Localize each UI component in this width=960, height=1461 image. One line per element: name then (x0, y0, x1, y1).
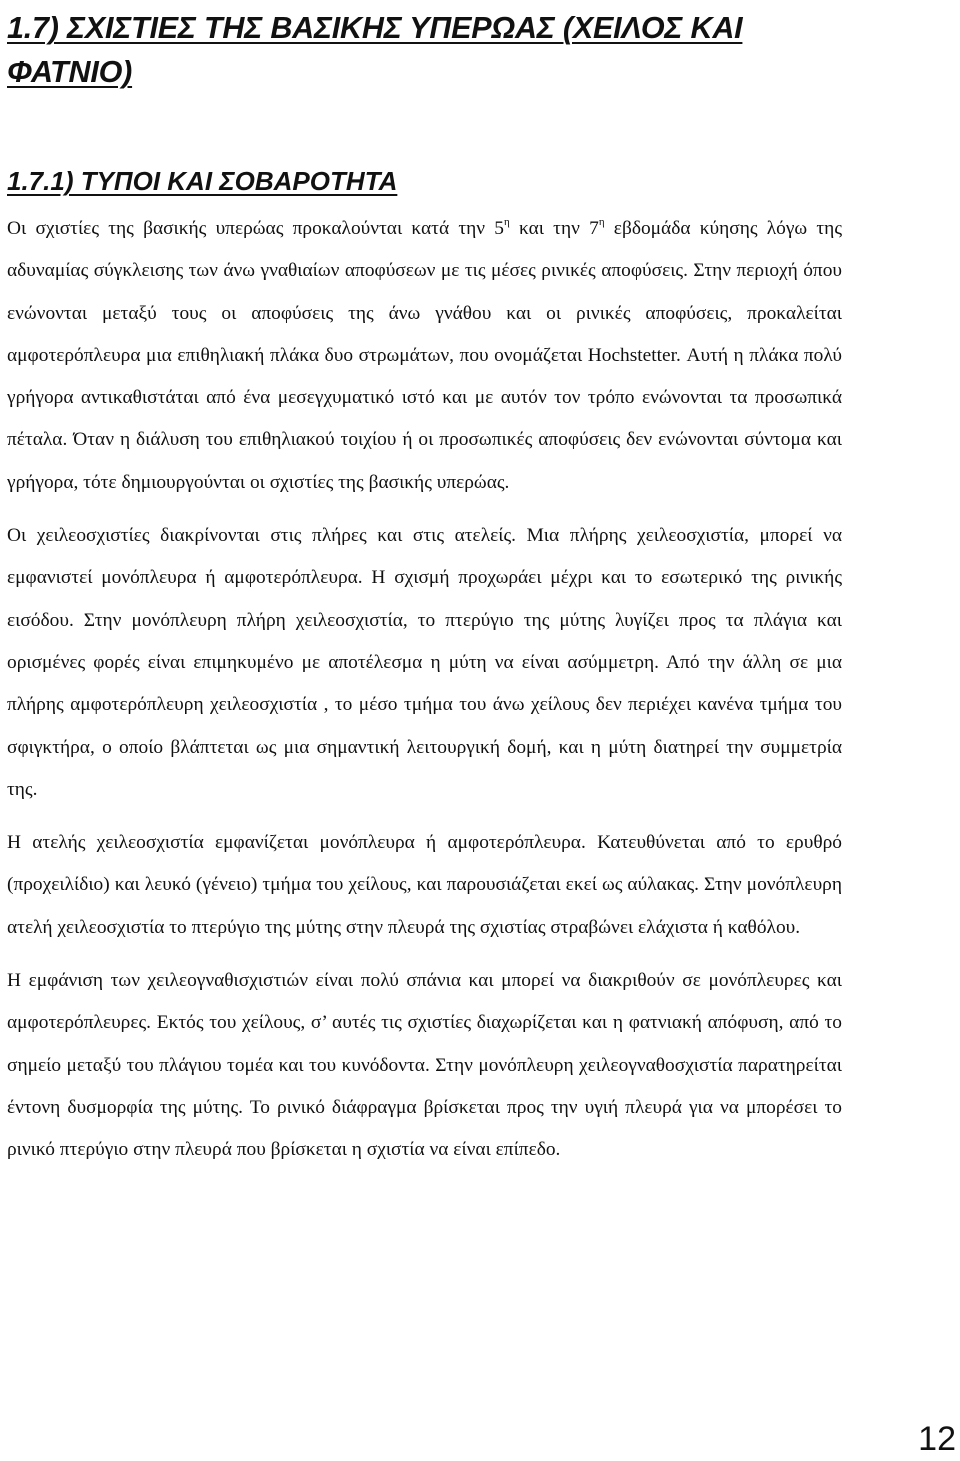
paragraph-incomplete-cleft: Η ατελής χειλεοσχιστία εμφανίζεται μονόπλευρα ή αμφοτερόπλευρα. Κατευθύνεται από το ερυθρό (προχειλίδιο) και λευκό (γένειο) τμήμα του χείλους, και παρουσιάζεται εκεί ως αύλακας. Στην μονόπλευρη ατελή χειλεοσχιστία το πτερύγιο της μύτης στην πλευρά της σχιστίας στραβώνει ελάχιστα ή καθόλου. (7, 832, 842, 938)
ordinal-superscript: η (503, 216, 510, 228)
section-heading: 1.7) ΣΧΙΣΤΙΕΣ ΤΗΣ ΒΑΣΙΚΗΣ ΥΠΕΡΩΑΣ (ΧΕΙΛΟΣ ΚΑΙ ΦΑΤΝΙΟ) (7, 11, 743, 89)
ordinal-superscript: η (598, 216, 605, 228)
paragraph-cleft-lip-alveolus: Η εμφάνιση των χειλεογναθισχιστιών είναι πολύ σπάνια και μπορεί να διακριθούν σε μονόπλευρες και αμφοτερόπλευρες. Εκτός του χείλους, σ’ αυτές τις σχιστίες διαχωρίζεται και η φατνιακή απόφυση, από το σημείο μεταξύ του πλάγιου τομέα και του κυνόδοντα. Στην μονόπλευρη χειλεογναθοσχιστία παρατηρείται έντονη δυσμορφία της μύτης. Το ρινικό διάφραγμα βρίσκεται προς την υγιή πλευρά για να μπορέσει το ρινικό πτερύγιο στην πλευρά που βρίσκεται η σχιστία να είναι επίπεδο. (7, 970, 842, 1161)
paragraph-text: Οι σχιστίες της βασικής υπερώας προκαλούνται κατά την 5 (7, 218, 504, 239)
paragraph-embryology (7, 208, 842, 504)
page-number: 12 (918, 1420, 956, 1458)
paragraph-text: εβδομάδα κύησης λόγω της αδυναμίας σύγκλεισης των άνω γναθιαίων αποφύσεων με τις μέσες ρινικές αποφύσεις. Στην περιοχή όπου ενώνονται μεταξύ τους οι αποφύσεις της άνω γνάθου και οι ρινικές αποφύσεις, προκαλείται αμφοτερόπλευρα μια επιθηλιακή πλάκα δυο στρωμάτων, που ονομάζεται Hochstetter. Αυτή η πλάκα πολύ γρήγορα αντικαθιστάται από ένα μεσεγχυματικό ιστό και με αυτόν τον τρόπο ενώνονται τα προσωπικά πέταλα. Όταν η διάλυση του επιθηλιακού τοιχίου ή οι προσωπικές αποφύσεις δεν ενώνονται σύντομα και γρήγορα, τότε δημιουργούνται οι σχιστίες της βασικής υπερώας. (7, 218, 843, 493)
subsection-heading: 1.7.1) ΤΥΠΟΙ ΚΑΙ ΣΟΒΑΡΟΤΗΤΑ (7, 166, 398, 196)
paragraph-text: και την 7 (509, 218, 599, 239)
document-page (7, 0, 842, 1172)
paragraph-cleft-lip-types: Οι χειλεοσχιστίες διακρίνονται στις πλήρες και στις ατελείς. Μια πλήρης χειλεοσχιστία, μπορεί να εμφανιστεί μονόπλευρα ή αμφοτερόπλευρα. Η σχισμή προχωράει μέχρι και το εσωτερικό της ρινικής εισόδου. Στην μονόπλευρη πλήρη χειλεοσχιστία, το πτερύγιο της μύτης λυγίζει προς τα πλάγια και ορισμένες φορές είναι επιμηκυμένο με αποτέλεσμα η μύτη να είναι ασύμμετρη. Από την άλλη σε μια πλήρης αμφοτερόπλευρη χειλεοσχιστία , το μέσο τμήμα του άνω χείλους δεν περιέχει κανένα τμήμα του σφιγκτήρα, ο οποίο βλάπτεται ως μια σημαντική λειτουργική δομή, και η μύτη διατηρεί την συμμετρία της. (7, 525, 842, 800)
